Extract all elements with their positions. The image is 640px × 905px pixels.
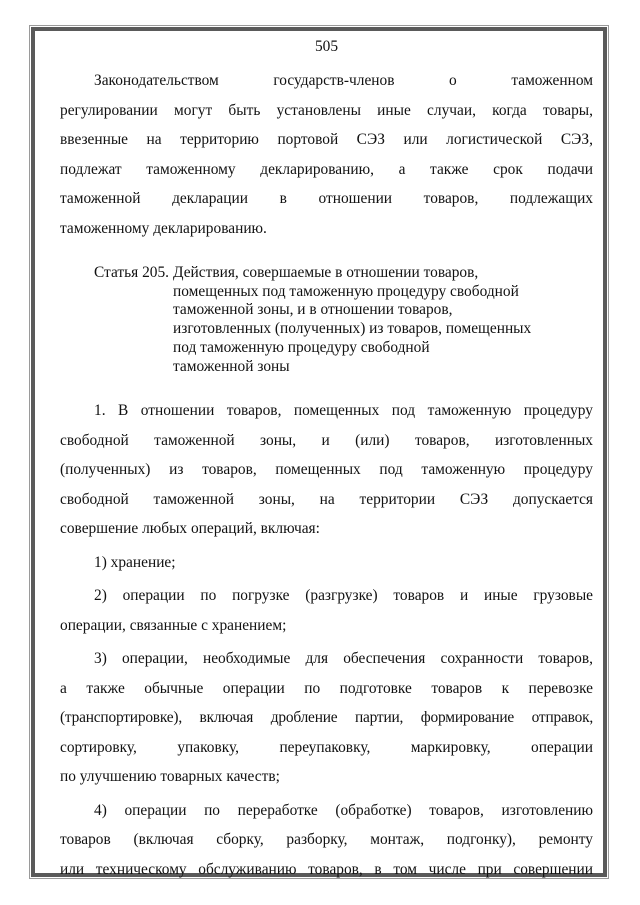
text-line: 1) хранение;: [94, 553, 176, 571]
text-line: или техническому обслуживанию товаров, в том числе при совершении: [60, 860, 593, 878]
article-title-line: под таможенную процедуру свободной: [173, 338, 430, 356]
article-title-line: таможенной зоны, и в отношении товаров,: [173, 301, 453, 319]
text-line: ввезенные на территорию портовой СЭЗ или логистической СЭЗ,: [60, 131, 593, 148]
intro-paragraph: [60, 66, 593, 243]
text-line: регулировании могут быть установлены иные случаи, когда товары,: [60, 101, 593, 119]
text-line: 1. В отношении товаров, помещенных под таможенную процедуру: [94, 402, 593, 420]
list-item-3: [60, 644, 593, 792]
text-line: (транспортировке), включая дробление партии, формирование отправок,: [60, 709, 593, 727]
list-item-2: [60, 581, 593, 640]
article-title-line: Действия, совершаемые в отношении товаров,: [173, 264, 479, 281]
text-line: подлежат таможенному декларированию, а также срок подачи: [60, 160, 593, 178]
text-line: 4) операции по переработке (обработке) товаров, изготовлению: [94, 801, 593, 819]
text-line: 2) операции по погрузке (разгрузке) товаров и иные грузовые: [94, 587, 593, 605]
text-line: сортировку, упаковку, переупаковку, маркировку, операции: [60, 738, 593, 756]
text-line: (полученных) из товаров, помещенных под таможенную процедуру: [60, 461, 593, 479]
text-line: Законодательством государств-членов о таможенном: [94, 72, 593, 89]
article-heading: [60, 264, 593, 376]
text-line: а также обычные операции по подготовке товаров к перевозке: [60, 679, 593, 697]
text-line: 3) операции, необходимые для обеспечения сохранности товаров,: [94, 650, 593, 668]
page-number: 505: [314, 38, 339, 55]
article-title-line: изготовленных (полученных) из товаров, помещенных: [173, 320, 532, 338]
document-page: [60, 36, 593, 884]
text-line: таможенному декларированию.: [60, 219, 267, 237]
list-item-4: [60, 796, 593, 885]
list-item-1: [60, 548, 593, 578]
text-line: операции, связанные с хранением;: [60, 616, 287, 634]
text-line: свободной таможенной зоны, и (или) товаров, изготовленных: [60, 431, 593, 449]
text-line: таможенной декларации в отношении товаров, подлежащих: [60, 190, 593, 207]
text-line: товаров (включая сборку, разборку, монтаж, подгонку), ремонту: [60, 831, 593, 849]
text-line: свободной таможенной зоны, на территории СЭЗ допускается: [60, 490, 593, 508]
article-title: [169, 264, 593, 376]
text-line: совершение любых операций, включая:: [60, 520, 320, 538]
article-label: Статья 205.: [94, 264, 170, 281]
text-line: по улучшению товарных качеств;: [60, 768, 280, 786]
clause-1: [60, 396, 593, 544]
article-title-line: помещенных под таможенную процедуру свободной: [173, 282, 519, 300]
article-title-line: таможенной зоны: [173, 357, 290, 375]
